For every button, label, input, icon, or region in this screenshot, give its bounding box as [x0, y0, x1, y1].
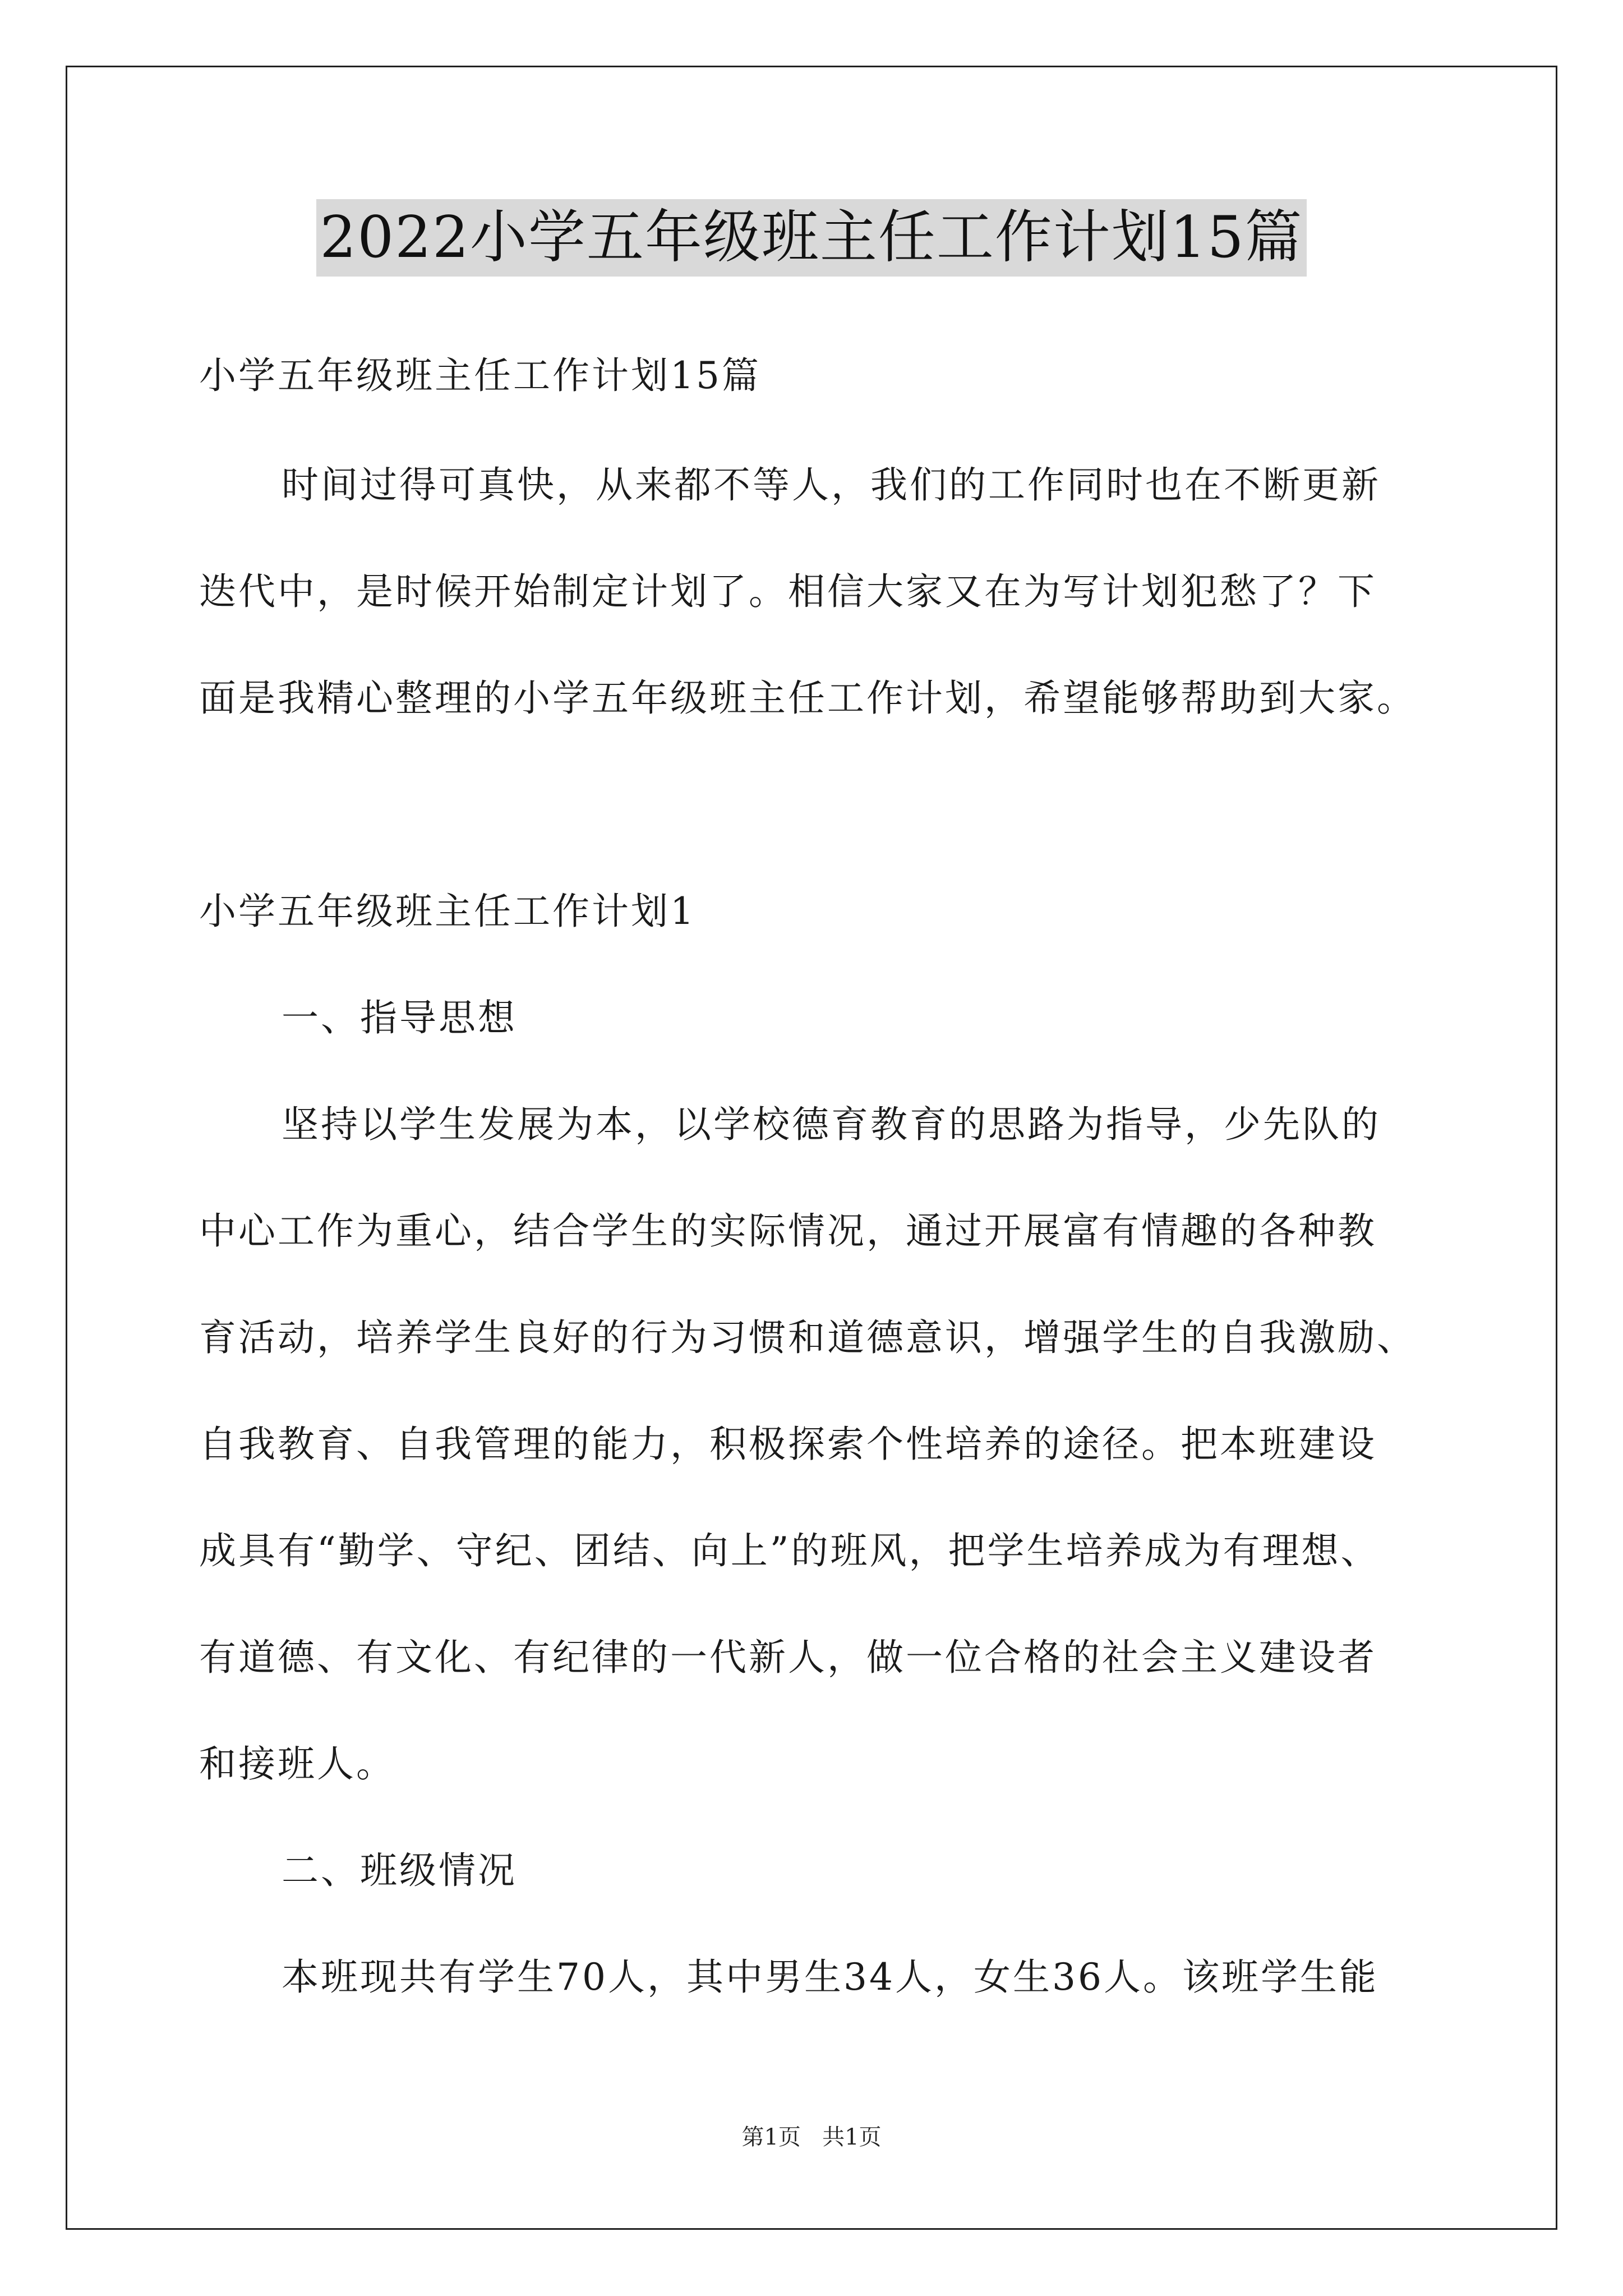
part1-line-4: 自我教育、自我管理的能力，积极探索个性培养的途径。把本班建设: [199, 1423, 1377, 1466]
document-subtitle: 小学五年级班主任工作计划15篇: [199, 354, 761, 397]
page-footer: [0, 2120, 1623, 2154]
intro-line-1: 时间过得可真快，从来都不等人，我们的工作同时也在不断更新: [282, 463, 1381, 507]
part1-line-2: 中心工作为重心，结合学生的实际情况，通过开展富有情趣的各种教: [199, 1209, 1377, 1253]
part1-line-1: 坚持以学生发展为本，以学校德育教育的思路为指导，少先队的: [282, 1103, 1381, 1146]
part1-line-3: 育活动，培养学生良好的行为习惯和道德意识，增强学生的自我激励、: [199, 1316, 1416, 1359]
intro-line-3: 面是我精心整理的小学五年级班主任工作计划，希望能够帮助到大家。: [199, 677, 1416, 720]
part1-line-7: 和接班人。: [199, 1742, 395, 1786]
page-total: 共1页: [822, 2124, 882, 2150]
document-title: 2022小学五年级班主任工作计划15篇: [316, 199, 1306, 277]
part1-heading: 一、指导思想: [282, 996, 517, 1039]
page-number: 第1页: [741, 2124, 801, 2150]
section-heading: 小学五年级班主任工作计划1: [199, 890, 696, 933]
part2-line-1: 本班现共有学生70人，其中男生34人，女生36人。该班学生能: [282, 1955, 1378, 1999]
part2-heading: 二、班级情况: [282, 1849, 517, 1892]
part1-line-5: 成具有“勤学、守纪、团结、向上”的班风，把学生培养成为有理想、: [199, 1529, 1380, 1572]
title-container: [0, 199, 1623, 277]
intro-line-2: 迭代中，是时候开始制定计划了。相信大家又在为写计划犯愁了？下: [199, 570, 1377, 613]
part1-line-6: 有道德、有文化、有纪律的一代新人，做一位合格的社会主义建设者: [199, 1636, 1377, 1679]
